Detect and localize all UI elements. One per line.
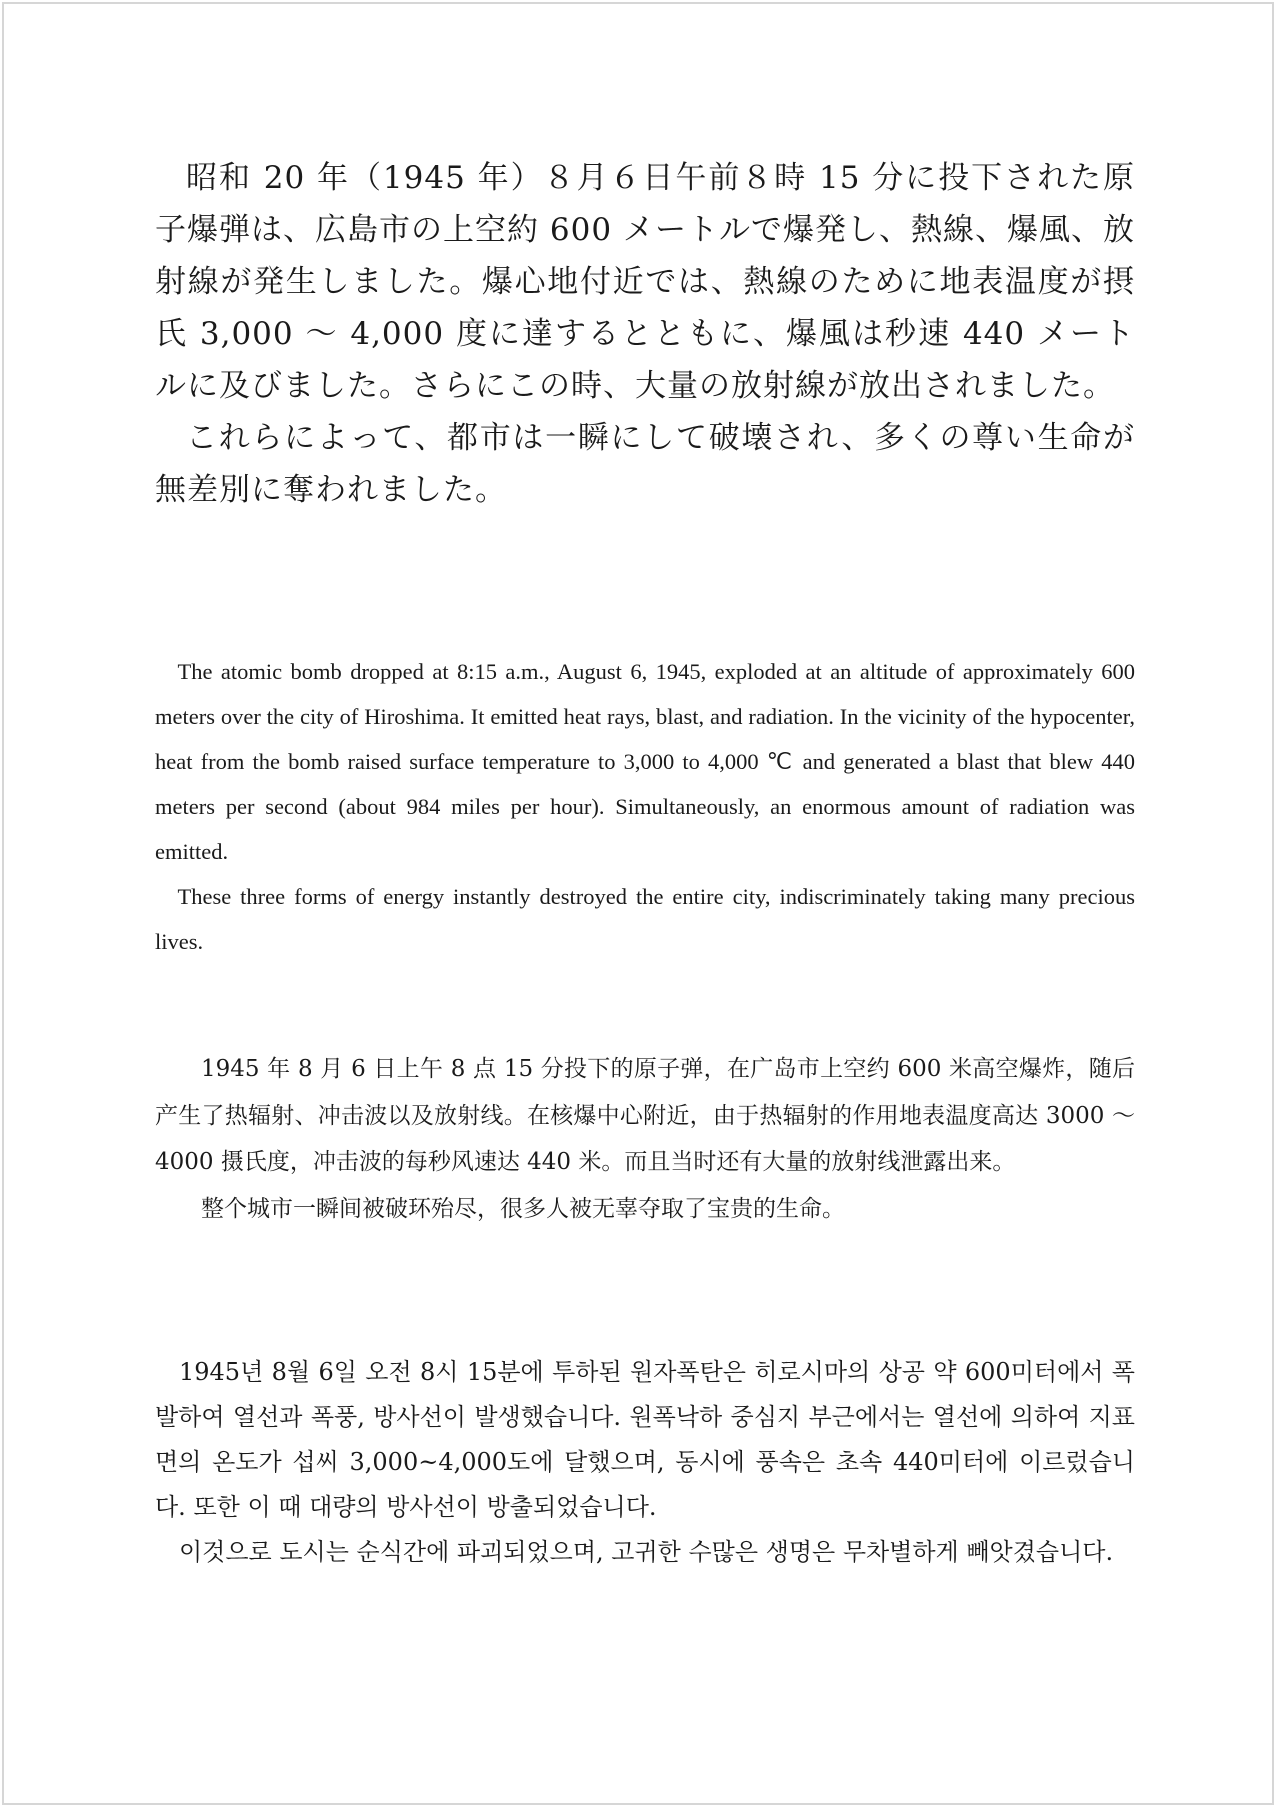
korean-paragraph-2: 이것으로 도시는 순식간에 파괴되었으며, 고귀한 수많은 생명은 무차별하게 빼앗겼습니다. — [179, 1538, 1114, 1566]
korean-section — [155, 1350, 1135, 1575]
korean-paragraph-1: 1945년 8월 6일 오전 8시 15분에 투하된 원자폭탄은 히로시마의 상공 약 600미터에서 폭발하여 열선과 폭풍, 방사선이 발생했습니다. 원폭낙하 중심지 부근에서는 열선에 의하여 지표면의 온도가 섭씨 3,000~4,000도에 달했으며, 동시에 풍속은 초속 440미터에 이르렀습니다. 또한 이 때 대량의 방사선이 방출되었습니다. — [155, 1358, 1135, 1521]
document-page — [2, 2, 1274, 1805]
chinese-paragraph-2: 整个城市一瞬间被破环殆尽，很多人被无辜夺取了宝贵的生命。 — [201, 1195, 845, 1222]
english-section — [155, 649, 1135, 964]
japanese-section — [155, 152, 1135, 516]
english-paragraph-1: The atomic bomb dropped at 8:15 a.m., August 6, 1945, exploded at an altitude of approximately 600 meters over the city of Hiroshima. It emitted heat rays, blast, and radiation. In the vicinity of the hypocenter, heat from the bomb raised surface temperature to 3,000 to 4,000 ℃ and generated a blast that blew 440 meters per second (about 984 miles per hour). Simultaneously, an enormous amount of radiation was emitted. — [155, 659, 1135, 864]
chinese-section — [155, 1046, 1135, 1232]
japanese-paragraph-2: これらによって、都市は一瞬にして破壊され、多くの尊い生命が無差別に奪われました。 — [155, 420, 1135, 508]
english-paragraph-2: These three forms of energy instantly destroyed the entire city, indiscriminately taking many precious lives. — [155, 884, 1135, 954]
chinese-paragraph-1: 1945 年 8 月 6 日上午 8 点 15 分投下的原子弹，在广岛市上空约 600 米高空爆炸，随后产生了热辐射、冲击波以及放射线。在核爆中心附近，由于热辐射的作用地表温度高达 3000 ～ 4000 摄氏度，冲击波的每秒风速达 440 米。而且当时还有大量的放射线泄露出来。 — [155, 1056, 1135, 1175]
japanese-paragraph-1: 昭和 20 年（1945 年）８月６日午前８時 15 分に投下された原子爆弾は、広島市の上空約 600 メートルで爆発し、熱線、爆風、放射線が発生しました。爆心地付近では、熱線のために地表温度が摂氏 3,000 ～ 4,000 度に達するとともに、爆風は秒速 440 メートルに及びました。さらにこの時、大量の放射線が放出されました。 — [155, 160, 1135, 404]
